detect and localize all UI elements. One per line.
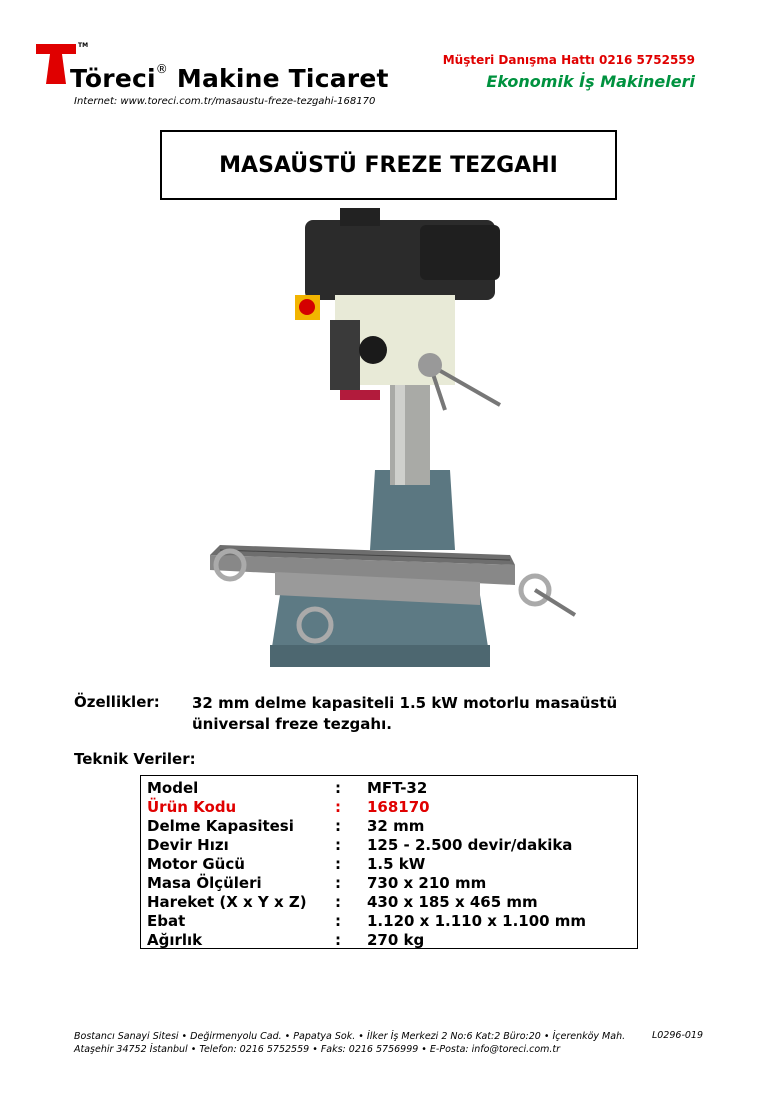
spec-value: 270 kg [367,931,425,949]
brand-word: Töreci [70,64,156,93]
registered-mark: ® [155,62,168,76]
spec-table [140,775,638,949]
brand-name [70,64,389,93]
spec-sep: : [335,855,341,873]
spec-key: Delme Kapasitesi [147,817,294,835]
spec-key: Ürün Kodu [147,798,237,816]
document-code: L0296-019 [651,1030,703,1041]
brand-suffix: Makine Ticaret [167,64,389,93]
spec-value: 1.120 x 1.110 x 1.100 mm [367,912,587,930]
customer-hotline: Müşteri Danışma Hattı 0216 5752559 [442,53,695,67]
spec-key: Ebat [147,912,186,930]
spec-key: Masa Ölçüleri [147,874,262,892]
spec-key: Motor Gücü [147,855,245,873]
page-title: MASAÜSTÜ FREZE TEZGAHI [219,152,558,178]
spec-value: MFT-32 [367,779,428,797]
spec-value: 430 x 185 x 465 mm [367,893,538,911]
spec-sep: : [335,779,341,797]
footer-line-1: Bostancı Sanayi Sitesi • Değirmenyolu Cad. • Papatya Sok. • İlker İş Merkezi 2 No:6 Kat:2 Büro:20 • İçerenköy Mah. [74,1031,626,1042]
internet-url[interactable]: Internet: www.toreci.com.tr/masaustu-freze-tezgahi-168170 [74,96,376,107]
company-tagline: Ekonomik İş Makineleri [486,72,695,91]
spec-sep: : [335,912,341,930]
spec-key: Devir Hızı [147,836,229,854]
spec-sep: : [335,893,341,911]
spec-sep: : [335,836,341,854]
spec-value: 32 mm [367,817,425,835]
spec-sep: : [335,931,341,949]
spec-key: Ağırlık [147,931,203,949]
title-box [160,130,617,200]
spec-value: 168170 [367,798,430,816]
spec-value: 125 - 2.500 devir/dakika [367,836,573,854]
features-text: 32 mm delme kapasiteli 1.5 kW motorlu masaüstü üniversal freze tezgahı. [192,694,618,733]
footer-address [74,1030,625,1056]
spec-sep: : [335,798,341,816]
milling-machine-image [190,200,590,680]
spec-value: 730 x 210 mm [367,874,487,892]
spec-key: Hareket (X x Y x Z) [147,893,307,911]
footer-line-2: Ataşehir 34752 İstanbul • Telefon: 0216 5752559 • Faks: 0216 5756999 • E-Posta: info@toreci.com.tr [74,1044,561,1055]
trademark-mark: TM [78,42,89,49]
spec-value: 1.5 kW [367,855,426,873]
spec-sep: : [335,874,341,892]
spec-sep: : [335,817,341,835]
spec-key: Model [147,779,199,797]
features-label: Özellikler: [74,693,160,711]
technical-data-label: Teknik Veriler: [74,750,196,768]
